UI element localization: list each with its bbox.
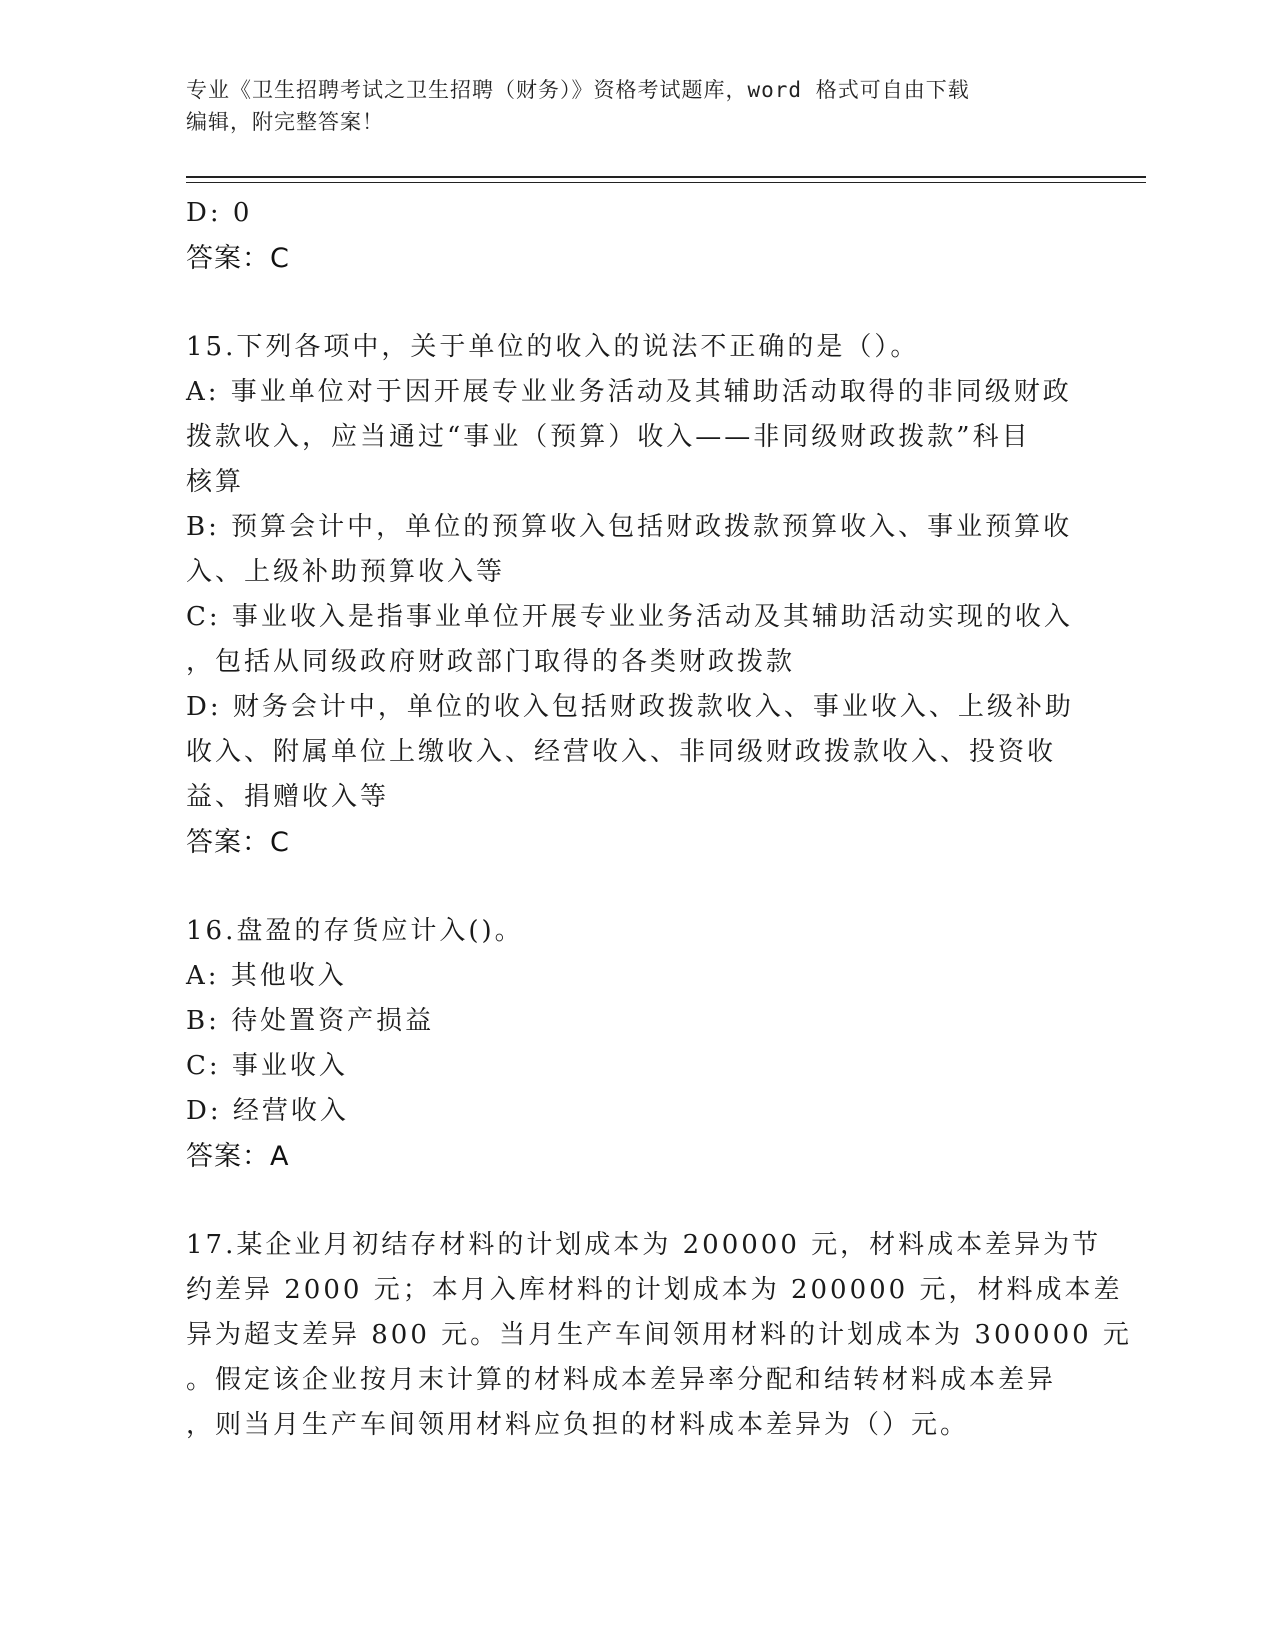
option-c-line: ，包括从同级政府财政部门取得的各类财政拨款 bbox=[186, 647, 796, 677]
question-stem: 16.盘盈的存货应计入()。 bbox=[186, 916, 524, 946]
header-rule-thick bbox=[186, 176, 1146, 178]
question-stem-line: 约差异 2000 元；本月入库材料的计划成本为 200000 元，材料成本差 bbox=[186, 1275, 1123, 1305]
question-15 bbox=[186, 325, 1076, 865]
question-16 bbox=[186, 909, 1076, 1179]
header-line-1: 专业《卫生招聘考试之卫生招聘（财务）》资格考试题库，word 格式可自由下载 bbox=[186, 78, 970, 102]
option-d-line: D: 财务会计中，单位的收入包括财政拨款收入、事业收入、上级补助 bbox=[186, 692, 1074, 722]
previous-question-tail bbox=[186, 191, 1076, 281]
option-a: A: 其他收入 bbox=[186, 961, 347, 991]
option-a-line: 拨款收入，应当通过“事业（预算）收入——非同级财政拨款”科目 bbox=[186, 422, 1031, 452]
header-line-2: 编辑，附完整答案！ bbox=[186, 110, 384, 134]
option-a-line: A: 事业单位对于因开展专业业务活动及其辅助活动取得的非同级财政 bbox=[186, 377, 1072, 407]
option-d: D: 0 bbox=[186, 198, 253, 228]
option-c: C: 事业收入 bbox=[186, 1051, 348, 1081]
question-17 bbox=[186, 1223, 1132, 1448]
question-content bbox=[186, 191, 1132, 1448]
page-header bbox=[186, 74, 1066, 138]
option-b-line: B: 预算会计中，单位的预算收入包括财政拨款预算收入、事业预算收 bbox=[186, 512, 1073, 542]
answer-label: 答案：C bbox=[186, 827, 290, 858]
spacer bbox=[186, 281, 1076, 325]
option-a-line: 核算 bbox=[186, 467, 245, 497]
question-stem-line: 。假定该企业按月末计算的材料成本差异率分配和结转材料成本差异 bbox=[186, 1365, 1057, 1395]
option-b: B: 待处置资产损益 bbox=[186, 1006, 435, 1036]
option-b-line: 入、上级补助预算收入等 bbox=[186, 557, 506, 587]
answer-label: 答案：A bbox=[186, 1141, 290, 1172]
spacer bbox=[186, 1179, 1076, 1223]
option-d-line: 收入、附属单位上缴收入、经营收入、非同级财政拨款收入、投资收 bbox=[186, 737, 1057, 767]
question-stem-line: 异为超支差异 800 元。当月生产车间领用材料的计划成本为 300000 元 bbox=[186, 1320, 1132, 1350]
question-stem: 15.下列各项中，关于单位的收入的说法不正确的是（）。 bbox=[186, 332, 920, 362]
question-stem-line: 17.某企业月初结存材料的计划成本为 200000 元，材料成本差异为节 bbox=[186, 1230, 1102, 1260]
answer-label: 答案：C bbox=[186, 243, 290, 274]
question-stem-line: ，则当月生产车间领用材料应负担的材料成本差异为（）元。 bbox=[186, 1410, 970, 1440]
option-d: D: 经营收入 bbox=[186, 1096, 349, 1126]
header-rule-thin bbox=[186, 182, 1146, 183]
spacer bbox=[186, 865, 1076, 909]
option-c-line: C: 事业收入是指事业单位开展专业业务活动及其辅助活动实现的收入 bbox=[186, 602, 1073, 632]
option-d-line: 益、捐赠收入等 bbox=[186, 782, 390, 812]
